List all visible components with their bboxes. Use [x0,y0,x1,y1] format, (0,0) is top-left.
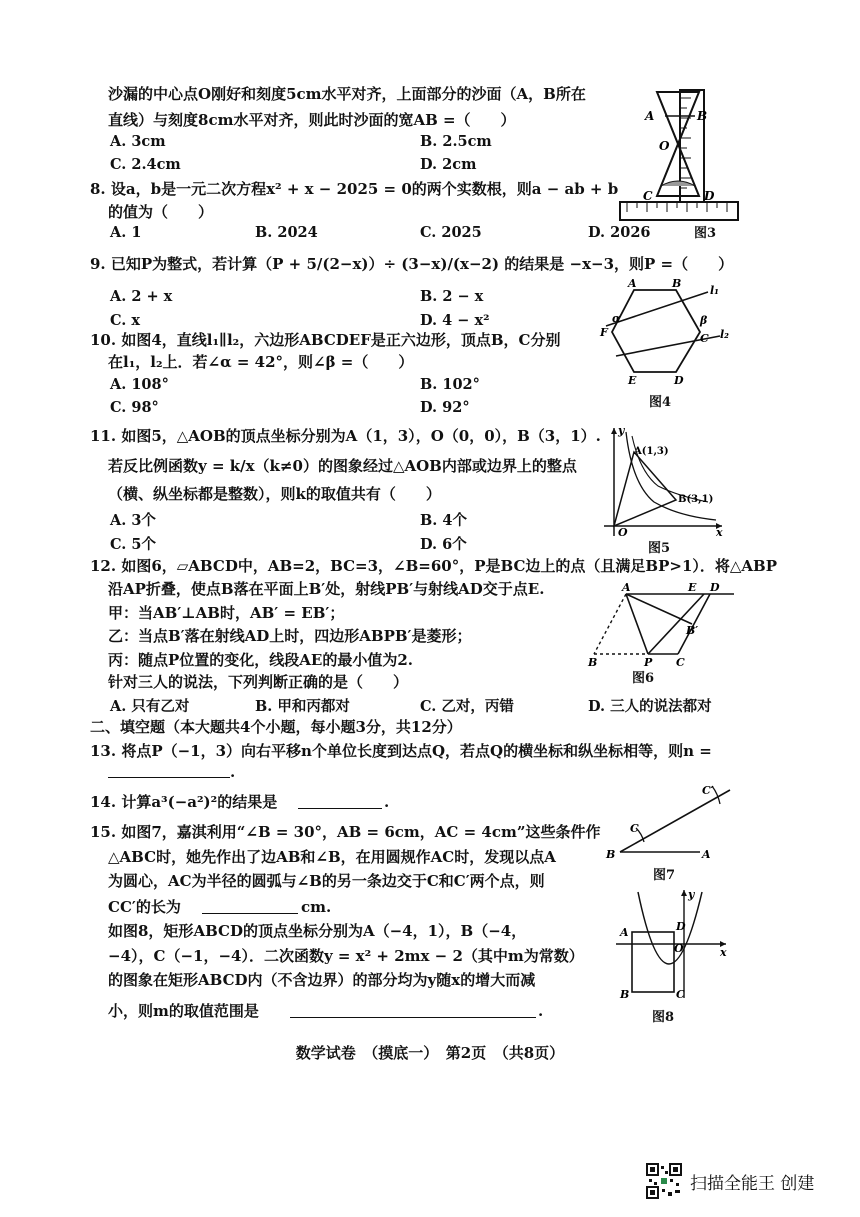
q12-line4: 乙：当点B′落在射线AD上时，四边形ABPB′是菱形； [108,627,472,645]
svg-text:E: E [628,374,637,387]
q10-option-c: C. 98° [110,399,159,416]
q10-option-b: B. 102° [420,376,480,393]
q12-line6: 针对三人的说法，下列判断正确的是（ ） [108,673,409,691]
svg-text:C: C [700,332,709,345]
q10-line2: 在l₁，l₂上．若∠α = 42°，则∠β =（ ） [108,353,414,371]
svg-text:O: O [674,942,684,955]
svg-text:α: α [612,312,621,325]
q15-line2: △ABC时，她先作出了边AB和∠B，在用圆规作AC时，发现以点A [108,848,556,866]
scanner-watermark [646,1163,814,1199]
q7-line1: 沙漏的中心点O刚好和刻度5cm水平对齐，上面部分的沙面（A，B所在 [108,85,586,103]
q7-option-c: C. 2.4cm [110,156,181,173]
q11-option-d: D. 6个 [420,536,467,553]
svg-text:B: B [588,656,598,669]
q16-line2: −4），C（−1，−4）．二次函数y = x² + 2mx − 2（其中m为常数） [108,947,584,965]
svg-text:C: C [676,656,685,669]
figure-3-caption: 图3 [694,226,717,241]
q15-answer-blank[interactable] [202,899,298,914]
svg-text:P: P [644,656,653,669]
q11-line3: （横、纵坐标都是整数），则k的取值共有（ ） [108,485,441,503]
q11-option-a: A. 3个 [110,512,156,529]
q12-option-a: A. 只有乙对 [110,698,190,715]
q12-line5: 丙：随点P位置的变化，线段AE的最小值为2. [108,651,414,669]
q12-line3: 甲：当AB′⊥AB时，AB′ = EB′； [108,604,345,622]
svg-text:A: A [645,109,655,123]
q15-unit: cm. [301,898,332,916]
svg-text:D: D [704,189,715,203]
q12-option-d: D. 三人的说法都对 [588,698,712,715]
q15-line1: 15. 如图7，嘉淇利用“∠B = 30°，AB = 6cm，AC = 4cm”这些条件作 [90,823,601,841]
q13-line1: 13. 将点P（−1，3）向右平移n个单位长度到达点Q，若点Q的横坐标和纵坐标相等，则n = [90,742,712,760]
figure-8-caption: 图8 [652,1010,675,1025]
svg-text:C′: C′ [702,784,714,797]
svg-text:C: C [643,189,653,203]
q15-line4: CC′的长为 [108,898,181,916]
watermark-text: 扫描全能王 创建 [690,1173,815,1194]
figure-8-parabola-rectangle [612,886,728,1002]
q7-line2: 直线）与刻度8cm水平对齐，则此时沙面的宽AB =（ ） [108,111,516,129]
q16-line1: 如图8，矩形ABCD的顶点坐标分别为A（−4，1），B（−4， [108,922,527,940]
q11-option-b: B. 4个 [420,512,467,529]
q14-line1: 14. 计算a³(−a²)²的结果是 [90,793,278,811]
q14-answer-blank[interactable] [298,794,382,809]
svg-text:β: β [700,314,708,327]
svg-text:B(3,1): B(3,1) [678,494,714,505]
q8-line2: 的值为（ ） [108,203,214,221]
svg-text:y: y [688,888,695,901]
q11-line1: 11. 如图5，△AOB的顶点坐标分别为A（1，3），O（0，0），B（3，1）. [90,427,601,445]
q8-line1: 8. 设a，b是一元二次方程x² + x − 2025 = 0的两个实数根，则a − ab + b [90,180,619,198]
q9-option-c: C. x [110,312,141,329]
q10-line1: 10. 如图4，直线l₁∥l₂，六边形ABCDEF是正六边形，顶点B，C分别 [90,331,561,349]
svg-text:B: B [697,109,708,123]
q11-line2: 若反比例函数y = k/x（k≠0）的图象经过△AOB内部或边界上的整点 [108,457,577,475]
q12-line2: 沿AP折叠，使点B落在平面上B′处，射线PB′与射线AD交于点E. [108,580,545,598]
figure-4-hexagon [596,278,732,388]
q7-option-d: D. 2cm [420,156,477,173]
q9-option-a: A. 2 + x [110,288,173,305]
q12-line1: 12. 如图6，▱ABCD中，AB=2，BC=3，∠B=60°，P是BC边上的点（且满足BP>1）．将△ABP [90,557,778,575]
figure-5-graph [598,424,726,540]
svg-text:O: O [618,526,628,539]
svg-text:O: O [659,139,670,153]
q8-option-c: C. 2025 [420,224,482,241]
q8-option-d: D. 2026 [588,224,651,241]
svg-text:A: A [622,582,631,594]
figure-3-hourglass [615,82,745,232]
figure-7-construction [600,780,750,862]
svg-text:E: E [688,582,697,594]
q16-period: . [538,1002,544,1020]
figure-6-caption: 图6 [632,671,655,686]
q11-option-c: C. 5个 [110,536,156,553]
svg-text:A(1,3): A(1,3) [634,446,669,457]
figure-7-caption: 图7 [653,868,676,883]
qr-code-icon [646,1163,682,1199]
q9-line1: 9. 已知P为整式，若计算（P + 5/(2−x)）÷ (3−x)/(x−2) 的结果是 −x−3，则P =（ ） [90,255,734,273]
svg-text:B: B [620,988,630,1001]
svg-text:y: y [618,424,625,437]
svg-text:x: x [720,946,727,959]
q13-answer-blank[interactable] [108,763,230,778]
q16-answer-blank[interactable] [290,1003,536,1018]
figure-6-parallelogram [586,582,736,672]
q8-option-b: B. 2024 [255,224,318,241]
svg-text:A: A [628,278,637,290]
q16-line4: 小，则m的取值范围是 [108,1002,259,1020]
svg-text:F: F [600,326,608,339]
q14-period: . [384,793,390,811]
svg-text:B′: B′ [686,624,699,637]
section-2-heading: 二、填空题（本大题共4个小题，每小题3分，共12分） [90,718,462,736]
q12-option-c: C. 乙对，丙错 [420,698,514,715]
svg-text:D: D [710,582,720,594]
q9-option-b: B. 2 − x [420,288,484,305]
svg-text:D: D [676,920,686,933]
q10-option-d: D. 92° [420,399,470,416]
q7-option-b: B. 2.5cm [420,133,492,150]
svg-text:B: B [672,278,682,290]
svg-text:B: B [606,848,616,861]
q16-line3: 的图象在矩形ABCD内（不含边界）的部分均为y随x的增大而减 [108,971,536,989]
svg-text:x: x [716,526,723,539]
svg-text:A: A [620,926,629,939]
q9-option-d: D. 4 − x² [420,312,490,329]
q13-period: . [230,763,236,781]
q15-line3: 为圆心，AC为半径的圆弧与∠B的另一条边交于C和C′两个点，则 [108,872,545,890]
svg-text:C: C [676,988,685,1001]
q12-option-b: B. 甲和丙都对 [255,698,350,715]
figure-4-caption: 图4 [649,395,672,410]
figure-5-caption: 图5 [648,541,671,556]
q8-option-a: A. 1 [110,224,142,241]
svg-text:A: A [702,848,711,861]
q10-option-a: A. 108° [110,376,169,393]
svg-text:C: C [630,822,639,835]
q7-option-a: A. 3cm [110,133,166,150]
svg-text:l₂: l₂ [720,328,729,341]
svg-text:D: D [674,374,684,387]
page-footer: 数学试卷 （摸底一） 第2页 （共8页） [295,1044,565,1062]
svg-text:l₁: l₁ [710,284,719,297]
